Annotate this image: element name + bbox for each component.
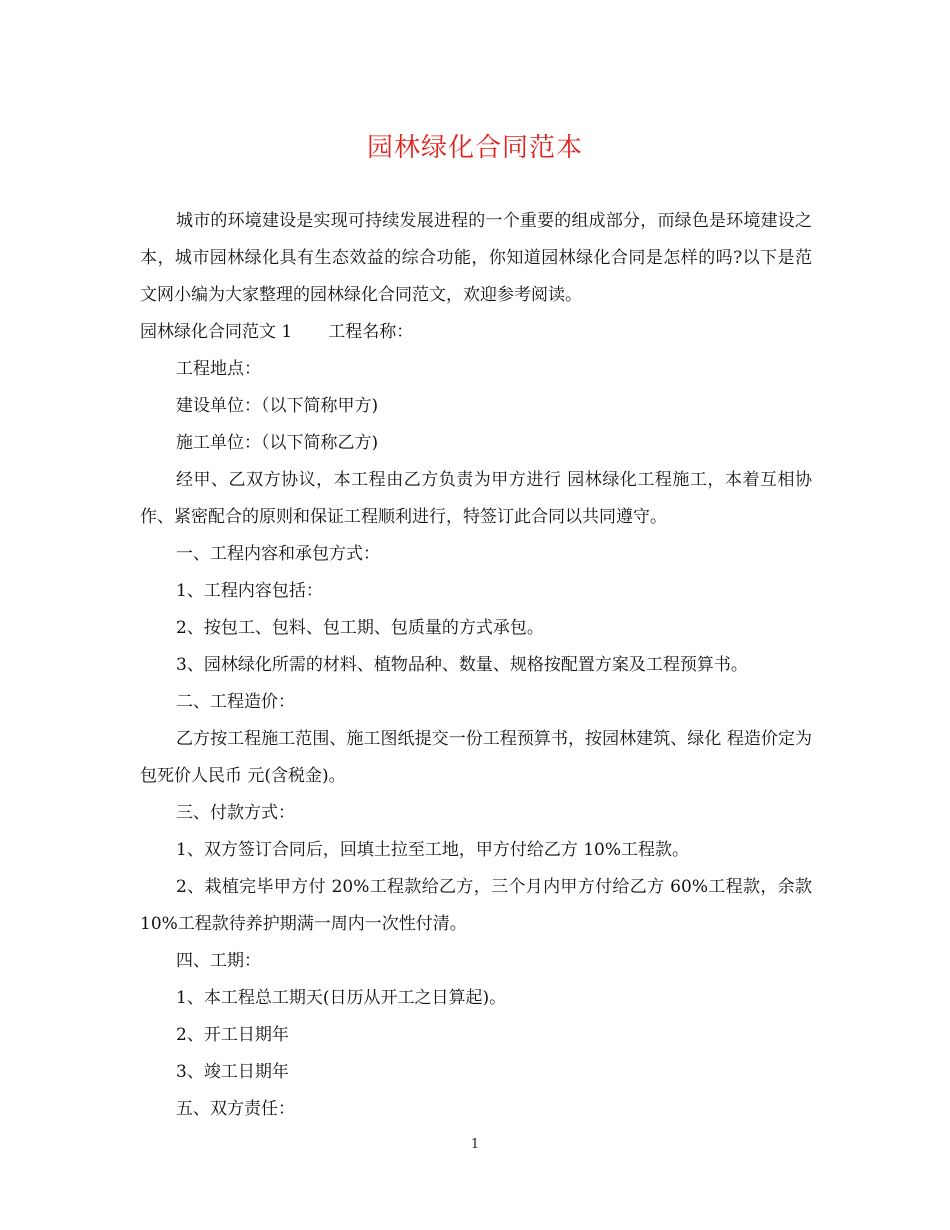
clause-1-2: 2、按包工、包料、包工期、包质量的方式承包。 [176, 618, 544, 638]
page-number: 1 [470, 1137, 480, 1152]
agreement-paragraph: 经甲、乙双方协议，本工程由乙方负责为甲方进行 园林绿化工程施工，本着互相协作、紧密配合的原则和保证工程顺利进行，特签订此合同以共同遵守。 [140, 470, 812, 527]
clause-4-3: 3、竣工日期年 [176, 1062, 289, 1082]
section-heading-3: 三、付款方式： [176, 803, 295, 823]
clause-3-1: 1、双方签订合同后，回填土拉至工地，甲方付给乙方 10%工程款。 [176, 840, 690, 860]
clause-4-1: 1、本工程总工期天(日历从开工之日算起)。 [176, 988, 507, 1008]
project-name-label: 工程名称： [328, 322, 414, 342]
section-heading-2: 二、工程造价： [176, 692, 295, 712]
document-title: 园林绿化合同范本 [366, 133, 583, 163]
intro-paragraph: 城市的环境建设是实现可持续发展进程的一个重要的组成部分，而绿色是环境建设之本，城市园林绿化具有生态效益的综合功能，你知道园林绿化合同是怎样的吗?以下是范文网小编为大家整理的园林绿化合同范文，欢迎参考阅读。 [140, 211, 812, 305]
clause-1-3: 3、园林绿化所需的材料、植物品种、数量、规格按配置方案及工程预算书。 [176, 655, 748, 675]
clause-3-2: 2、栽植完毕甲方付 20%工程款给乙方，三个月内甲方付给乙方 60%工程款，余款 10%工程款待养护期满一周内一次性付清。 [140, 877, 812, 934]
document-body [140, 203, 812, 1128]
contract-heading-line [140, 314, 812, 351]
contract-number-label: 园林绿化合同范文 1 [140, 322, 293, 342]
clause-1-1: 1、工程内容包括： [176, 581, 323, 601]
clause-4-2: 2、开工日期年 [176, 1025, 289, 1045]
project-location: 工程地点： [176, 359, 261, 379]
clause-2-1: 乙方按工程施工范围、施工图纸提交一份工程预算书，按园林建筑、绿化 程造价定为包死价人民币 元(含税金)。 [140, 729, 812, 786]
section-heading-5: 五、双方责任： [176, 1099, 295, 1119]
contractor-unit: 施工单位：（以下简称乙方) [176, 433, 379, 453]
construction-unit: 建设单位：（以下简称甲方) [176, 396, 379, 416]
section-heading-1: 一、工程内容和承包方式： [176, 544, 380, 564]
section-heading-4: 四、工期： [176, 951, 261, 971]
